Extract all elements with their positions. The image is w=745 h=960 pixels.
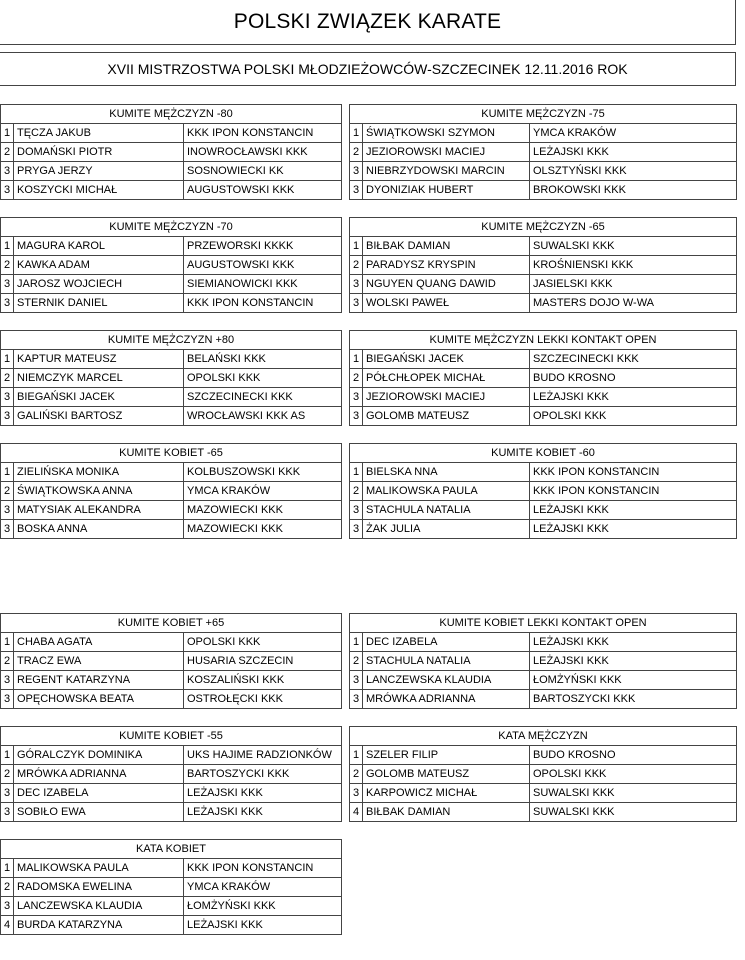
competitor-name: MRÓWKA ADRIANNA <box>363 690 530 708</box>
category-table <box>0 839 342 935</box>
club-name: YMCA KRAKÓW <box>187 881 271 893</box>
club-name: SZCZECINECKI KKK <box>187 391 293 403</box>
club-name: MAZOWIECKI KKK <box>187 523 283 535</box>
club-name: MAZOWIECKI KKK <box>187 504 283 516</box>
place-number: 1 <box>1 746 14 764</box>
club-name: KKK IPON KONSTANCIN <box>187 127 314 139</box>
place-number: 3 <box>1 690 14 708</box>
place-number: 1 <box>350 237 363 255</box>
competitor-name: KAWKA ADAM <box>14 256 184 274</box>
club-name: SUWALSKI KKK <box>533 806 615 818</box>
result-row <box>1 501 341 520</box>
competitor-name: DEC IZABELA <box>14 784 184 802</box>
competitor-name: BIEGAŃSKI JACEK <box>363 350 530 368</box>
competitor-name: ŻAK JULIA <box>363 520 530 538</box>
competitor-name: ŚWIĄTKOWSKI SZYMON <box>363 124 530 142</box>
place-number: 3 <box>1 275 14 293</box>
category-table <box>0 330 342 426</box>
competitor-name: WOLSKI PAWEŁ <box>363 294 530 312</box>
result-row <box>350 671 736 690</box>
result-row <box>1 916 341 934</box>
competitor-name: RADOMSKA EWELINA <box>14 878 184 896</box>
club-name: WROCŁAWSKI KKK AS <box>187 410 306 422</box>
category-title: KUMITE MĘŻCZYZN -65 <box>350 218 736 237</box>
place-number: 3 <box>350 520 363 538</box>
club-name: JASIELSKI KKK <box>533 278 613 290</box>
competitor-name: MALIKOWSKA PAULA <box>363 482 530 500</box>
result-row <box>350 237 736 256</box>
competitor-name: LANCZEWSKA KLAUDIA <box>363 671 530 689</box>
result-row <box>350 633 736 652</box>
club-name: LEŻAJSKI KKK <box>187 806 263 818</box>
category-table <box>349 217 737 313</box>
competitor-name: JEZIOROWSKI MACIEJ <box>363 143 530 161</box>
category-title: KUMITE MĘŻCZYZN -70 <box>1 218 341 237</box>
place-number: 2 <box>1 256 14 274</box>
result-row <box>350 181 736 199</box>
club-name: YMCA KRAKÓW <box>187 485 271 497</box>
club-name: BUDO KROSNO <box>533 749 616 761</box>
competitor-name: PÓŁCHŁOPEK MICHAŁ <box>363 369 530 387</box>
category-table <box>349 330 737 426</box>
competitor-name: CHABA AGATA <box>14 633 184 651</box>
category-table <box>349 613 737 709</box>
competitor-name: MATYSIAK ALEKANDRA <box>14 501 184 519</box>
club-name: LEŻAJSKI KKK <box>187 787 263 799</box>
club-name: LEŻAJSKI KKK <box>533 523 609 535</box>
category-title: KUMITE KOBIET LEKKI KONTAKT OPEN <box>350 614 736 633</box>
place-number: 2 <box>1 878 14 896</box>
place-number: 3 <box>350 275 363 293</box>
place-number: 3 <box>350 294 363 312</box>
place-number: 2 <box>1 652 14 670</box>
club-name: BARTOSZYCKI KKK <box>187 768 290 780</box>
result-row <box>350 501 736 520</box>
competitor-name: BIELSKA NNA <box>363 463 530 481</box>
place-number: 1 <box>1 350 14 368</box>
category-title: KUMITE MĘŻCZYZN +80 <box>1 331 341 350</box>
club-name: OSTROŁĘCKI KKK <box>187 693 283 705</box>
club-name: AUGUSTOWSKI KKK <box>187 184 295 196</box>
result-row <box>1 181 341 199</box>
place-number: 1 <box>350 633 363 651</box>
club-name: SOSNOWIECKI KK <box>187 165 284 177</box>
place-number: 1 <box>350 463 363 481</box>
result-row <box>1 652 341 671</box>
place-number: 3 <box>350 671 363 689</box>
result-row <box>1 388 341 407</box>
place-number: 1 <box>1 633 14 651</box>
result-row <box>1 690 341 708</box>
result-row <box>1 294 341 312</box>
place-number: 3 <box>350 407 363 425</box>
club-name: ŁOMŻYŃSKI KKK <box>187 900 276 912</box>
competitor-name: STACHULA NATALIA <box>363 652 530 670</box>
place-number: 3 <box>1 784 14 802</box>
competitor-name: JEZIOROWSKI MACIEJ <box>363 388 530 406</box>
place-number: 2 <box>350 143 363 161</box>
place-number: 3 <box>1 388 14 406</box>
category-title: KUMITE MĘŻCZYZN LEKKI KONTAKT OPEN <box>350 331 736 350</box>
result-row <box>350 294 736 312</box>
competitor-name: KOSZYCKI MICHAŁ <box>14 181 184 199</box>
result-row <box>350 765 736 784</box>
result-row <box>350 124 736 143</box>
competitor-name: SZELER FILIP <box>363 746 530 764</box>
category-table <box>0 217 342 313</box>
competitor-name: ZIELIŃSKA MONIKA <box>14 463 184 481</box>
place-number: 3 <box>1 803 14 821</box>
place-number: 1 <box>350 746 363 764</box>
competitor-name: MALIKOWSKA PAULA <box>14 859 184 877</box>
club-name: LEŻAJSKI KKK <box>187 919 263 931</box>
result-row <box>1 746 341 765</box>
place-number: 3 <box>1 520 14 538</box>
competitor-name: NIEBRZYDOWSKI MARCIN <box>363 162 530 180</box>
competitor-name: TRACZ EWA <box>14 652 184 670</box>
result-row <box>350 275 736 294</box>
club-name: BROKOWSKI KKK <box>533 184 626 196</box>
result-row <box>350 652 736 671</box>
competitor-name: GOLOMB MATEUSZ <box>363 765 530 783</box>
competitor-name: TĘCZA JAKUB <box>14 124 184 142</box>
category-table <box>0 104 342 200</box>
place-number: 3 <box>350 690 363 708</box>
category-title: KUMITE MĘŻCZYZN -75 <box>350 105 736 124</box>
club-name: PRZEWORSKI KKKK <box>187 240 294 252</box>
result-row <box>350 162 736 181</box>
club-name: LEŻAJSKI KKK <box>533 655 609 667</box>
club-name: INOWROCŁAWSKI KKK <box>187 146 308 158</box>
place-number: 2 <box>1 369 14 387</box>
result-row <box>350 407 736 425</box>
club-name: SUWALSKI KKK <box>533 787 615 799</box>
result-row <box>1 369 341 388</box>
club-name: KKK IPON KONSTANCIN <box>533 485 660 497</box>
result-row <box>1 237 341 256</box>
place-number: 2 <box>1 482 14 500</box>
result-row <box>1 124 341 143</box>
club-name: LEŻAJSKI KKK <box>533 146 609 158</box>
result-row <box>1 520 341 538</box>
place-number: 2 <box>350 482 363 500</box>
result-row <box>350 690 736 708</box>
result-row <box>1 482 341 501</box>
club-name: MASTERS DOJO W-WA <box>533 297 654 309</box>
category-title: KUMITE KOBIET +65 <box>1 614 341 633</box>
document-subtitle: XVII MISTRZOSTWA POLSKI MŁODZIEŻOWCÓW-SZCZECINEK 12.11.2016 ROK <box>107 61 628 77</box>
competitor-name: MAGURA KAROL <box>14 237 184 255</box>
club-name: KOSZALIŃSKI KKK <box>187 674 285 686</box>
result-row <box>350 463 736 482</box>
competitor-name: NIEMCZYK MARCEL <box>14 369 184 387</box>
result-row <box>1 275 341 294</box>
club-name: SUWALSKI KKK <box>533 240 615 252</box>
result-row <box>1 897 341 916</box>
club-name: BELAŃSKI KKK <box>187 353 266 365</box>
result-row <box>350 784 736 803</box>
competitor-name: KAPTUR MATEUSZ <box>14 350 184 368</box>
result-row <box>350 520 736 538</box>
place-number: 3 <box>1 501 14 519</box>
competitor-name: ŚWIĄTKOWSKA ANNA <box>14 482 184 500</box>
result-row <box>350 256 736 275</box>
category-title: KUMITE MĘŻCZYZN -80 <box>1 105 341 124</box>
place-number: 1 <box>350 124 363 142</box>
competitor-name: OPĘCHOWSKA BEATA <box>14 690 184 708</box>
club-name: KKK IPON KONSTANCIN <box>533 466 660 478</box>
club-name: KOLBUSZOWSKI KKK <box>187 466 301 478</box>
club-name: OPOLSKI KKK <box>533 410 607 422</box>
club-name: OPOLSKI KKK <box>533 768 607 780</box>
place-number: 3 <box>1 294 14 312</box>
place-number: 1 <box>1 124 14 142</box>
result-row <box>350 803 736 821</box>
place-number: 3 <box>350 162 363 180</box>
competitor-name: BIŁBAK DAMIAN <box>363 803 530 821</box>
document-subtitle-box <box>0 52 736 86</box>
competitor-name: BIŁBAK DAMIAN <box>363 237 530 255</box>
result-row <box>350 143 736 162</box>
club-name: YMCA KRAKÓW <box>533 127 617 139</box>
club-name: OPOLSKI KKK <box>187 636 261 648</box>
club-name: LEŻAJSKI KKK <box>533 504 609 516</box>
club-name: SZCZECINECKI KKK <box>533 353 639 365</box>
place-number: 2 <box>1 143 14 161</box>
place-number: 2 <box>1 765 14 783</box>
result-row <box>1 162 341 181</box>
result-row <box>1 256 341 275</box>
category-table <box>0 613 342 709</box>
competitor-name: REGENT KATARZYNA <box>14 671 184 689</box>
result-row <box>350 482 736 501</box>
club-name: KKK IPON KONSTANCIN <box>187 297 314 309</box>
category-table <box>349 104 737 200</box>
competitor-name: GÓRALCZYK DOMINIKA <box>14 746 184 764</box>
competitor-name: DEC IZABELA <box>363 633 530 651</box>
competitor-name: MRÓWKA ADRIANNA <box>14 765 184 783</box>
competitor-name: JAROSZ WOJCIECH <box>14 275 184 293</box>
category-table <box>349 443 737 539</box>
place-number: 3 <box>1 897 14 915</box>
competitor-name: NGUYEN QUANG DAWID <box>363 275 530 293</box>
place-number: 2 <box>350 765 363 783</box>
competitor-name: LANCZEWSKA KLAUDIA <box>14 897 184 915</box>
club-name: AUGUSTOWSKI KKK <box>187 259 295 271</box>
result-row <box>350 350 736 369</box>
category-title: KUMITE KOBIET -60 <box>350 444 736 463</box>
competitor-name: DOMAŃSKI PIOTR <box>14 143 184 161</box>
club-name: ŁOMŻYŃSKI KKK <box>533 674 622 686</box>
club-name: SIEMIANOWICKI KKK <box>187 278 298 290</box>
competitor-name: BOSKA ANNA <box>14 520 184 538</box>
result-row <box>1 859 341 878</box>
result-row <box>1 633 341 652</box>
document-title: POLSKI ZWIĄZEK KARATE <box>233 10 502 33</box>
document-title-box <box>0 0 736 45</box>
result-row <box>1 407 341 425</box>
category-title: KUMITE KOBIET -55 <box>1 727 341 746</box>
result-row <box>350 746 736 765</box>
place-number: 1 <box>1 237 14 255</box>
competitor-name: BIEGAŃSKI JACEK <box>14 388 184 406</box>
competitor-name: SOBIŁO EWA <box>14 803 184 821</box>
result-row <box>1 463 341 482</box>
club-name: LEŻAJSKI KKK <box>533 636 609 648</box>
place-number: 3 <box>350 388 363 406</box>
result-row <box>350 369 736 388</box>
club-name: HUSARIA SZCZECIN <box>187 655 294 667</box>
result-row <box>1 350 341 369</box>
competitor-name: BURDA KATARZYNA <box>14 916 184 934</box>
competitor-name: STERNIK DANIEL <box>14 294 184 312</box>
club-name: KROŚNIENSKI KKK <box>533 259 634 271</box>
club-name: KKK IPON KONSTANCIN <box>187 862 314 874</box>
club-name: OLSZTYŃSKI KKK <box>533 165 627 177</box>
club-name: LEŻAJSKI KKK <box>533 391 609 403</box>
place-number: 3 <box>1 181 14 199</box>
place-number: 3 <box>1 671 14 689</box>
category-table <box>349 726 737 822</box>
place-number: 2 <box>350 652 363 670</box>
place-number: 3 <box>1 407 14 425</box>
place-number: 1 <box>350 350 363 368</box>
category-title: KATA KOBIET <box>1 840 341 859</box>
competitor-name: STACHULA NATALIA <box>363 501 530 519</box>
place-number: 2 <box>350 256 363 274</box>
result-row <box>1 878 341 897</box>
place-number: 3 <box>350 784 363 802</box>
place-number: 3 <box>350 501 363 519</box>
club-name: OPOLSKI KKK <box>187 372 261 384</box>
result-row <box>1 671 341 690</box>
category-title: KATA MĘŻCZYZN <box>350 727 736 746</box>
place-number: 1 <box>1 463 14 481</box>
result-row <box>350 388 736 407</box>
place-number: 3 <box>350 181 363 199</box>
competitor-name: GALIŃSKI BARTOSZ <box>14 407 184 425</box>
place-number: 2 <box>350 369 363 387</box>
place-number: 4 <box>1 916 14 934</box>
competitor-name: PRYGA JERZY <box>14 162 184 180</box>
competitor-name: GOLOMB MATEUSZ <box>363 407 530 425</box>
result-row <box>1 765 341 784</box>
result-row <box>1 784 341 803</box>
club-name: BUDO KROSNO <box>533 372 616 384</box>
competitor-name: DYONIZIAK HUBERT <box>363 181 530 199</box>
place-number: 1 <box>1 859 14 877</box>
category-title: KUMITE KOBIET -65 <box>1 444 341 463</box>
result-row <box>1 143 341 162</box>
club-name: UKS HAJIME RADZIONKÓW <box>187 749 332 761</box>
place-number: 3 <box>1 162 14 180</box>
competitor-name: KARPOWICZ MICHAŁ <box>363 784 530 802</box>
category-table <box>0 726 342 822</box>
club-name: BARTOSZYCKI KKK <box>533 693 636 705</box>
category-table <box>0 443 342 539</box>
place-number: 4 <box>350 803 363 821</box>
result-row <box>1 803 341 821</box>
competitor-name: PARADYSZ KRYSPIN <box>363 256 530 274</box>
